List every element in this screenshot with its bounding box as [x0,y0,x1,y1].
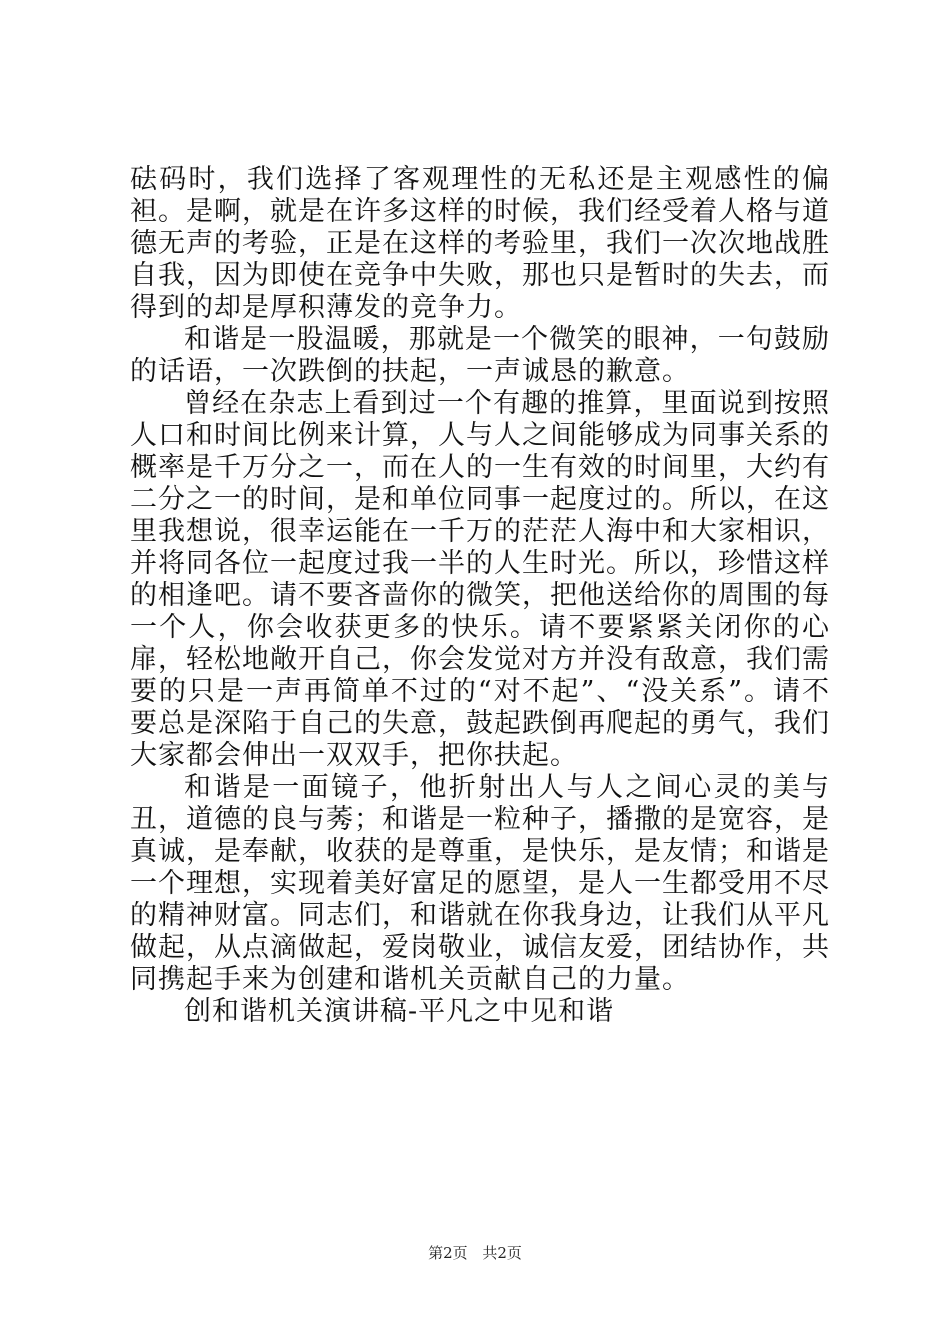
paragraph-harmony-warmth: 和谐是一股温暖，那就是一个微笑的眼神，一句鼓励的话语，一次跌倒的扶起，一声诚恳的歉意。 [130,324,830,387]
page-number-current: 第2页 [428,1244,468,1262]
paragraph-continued: 砝码时，我们选择了客观理性的无私还是主观感性的偏袒。是啊，就是在许多这样的时候，我们经受着人格与道德无声的考验，正是在这样的考验里，我们一次次地战胜自我，因为即使在竞争中失败，那也只是暂时的失去，而得到的却是厚积薄发的竞争力。 [130,164,830,323]
page-number-total: 共2页 [482,1244,522,1262]
document-body [130,164,830,1028]
paragraph-harmony-mirror: 和谐是一面镜子，他折射出人与人之间心灵的美与丑，道德的良与莠；和谐是一粒种子，播撒的是宽容，是真诚，是奉献，收获的是尊重，是快乐，是友情；和谐是一个理想，实现着美好富足的愿望，是人一生都受用不尽的精神财富。同志们，和谐就在你我身边，让我们从平凡做起，从点滴做起，爱岗敬业，诚信友爱，团结协作，共同携起手来为创建和谐机关贡献自己的力量。 [130,772,830,995]
paragraph-magazine-calculation: 曾经在杂志上看到过一个有趣的推算，里面说到按照人口和时间比例来计算，人与人之间能够成为同事关系的概率是千万分之一，而在人的一生有效的时间里，大约有二分之一的时间，是和单位同事一起度过的。所以，在这里我想说，很幸运能在一千万的茫茫人海中和大家相识，并将同各位一起度过我一半的人生时光。所以，珍惜这样的相逢吧。请不要吝啬你的微笑，把他送给你的周围的每一个人，你会收获更多的快乐。请不要紧紧关闭你的心扉，轻松地敞开自己，你会发觉对方并没有敌意，我们需要的只是一声再简单不过的“对不起”、“没关系”。请不要总是深陷于自己的失意，鼓起跌倒再爬起的勇气，我们大家都会伸出一双双手，把你扶起。 [130,388,830,771]
document-closing-title: 创和谐机关演讲稿-平凡之中见和谐 [184,996,615,1027]
page-footer [0,1243,950,1263]
